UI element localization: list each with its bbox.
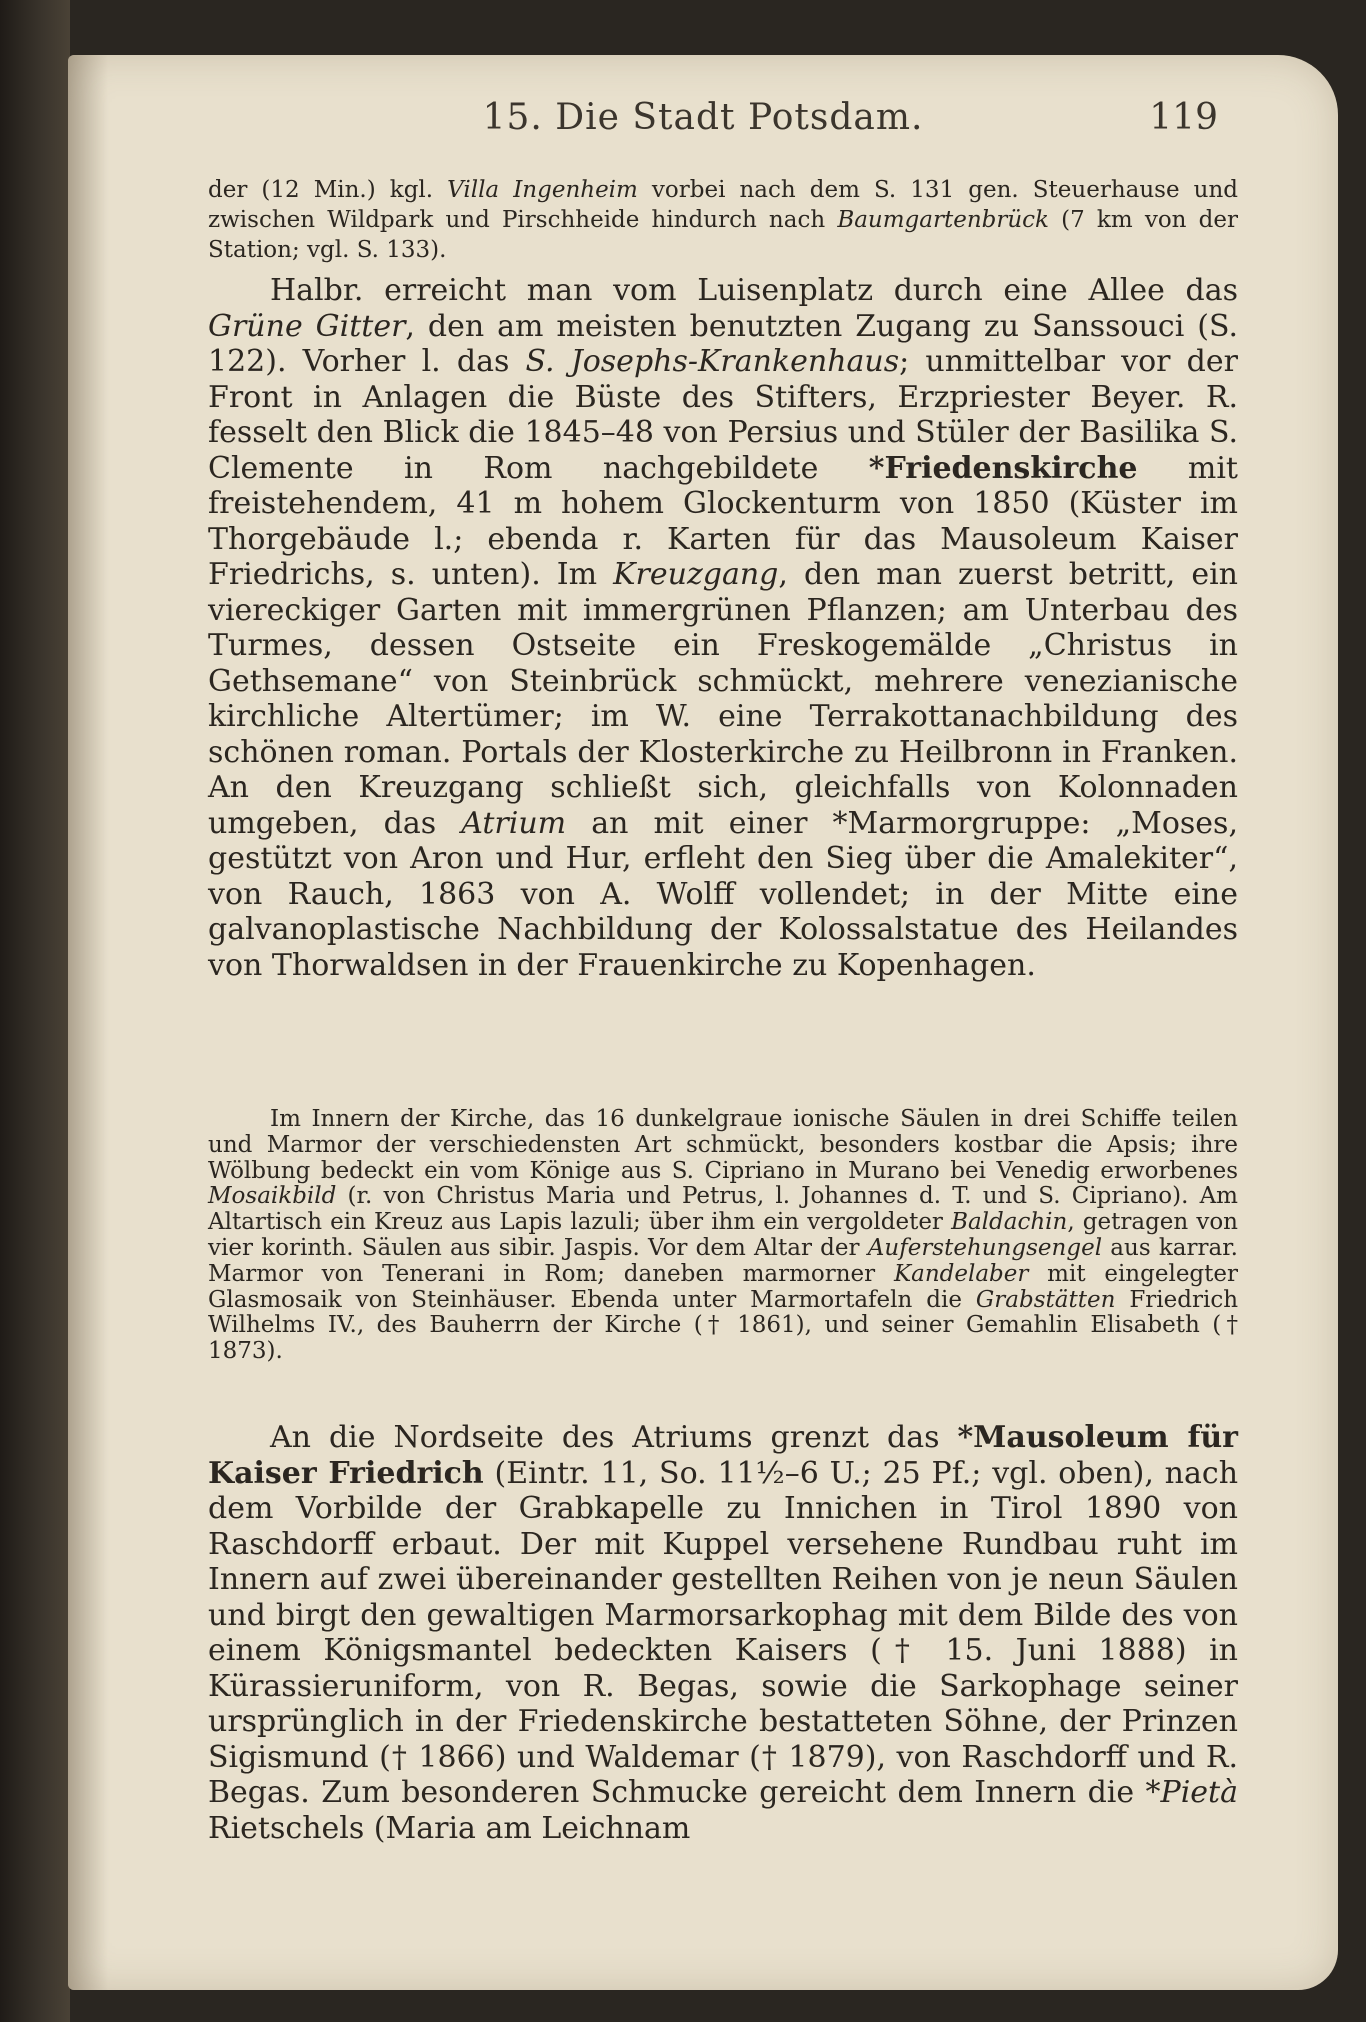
text-run: , den man zuerst betritt, ein viereckiger Garten mit immergrünen Pflanzen; am Unterbau des Turmes, dessen Ostseite ein Freskogemälde „Christus in Gethsemane“ von Steinbrück schmückt, mehrere venezianische kirchliche Altertümer; im W. eine Terrakottanachbildung des schönen roman. Portals der Klosterkirche zu Heilbronn in Franken. An den Kreuzgang schließt sich, gleichfalls von Kolonnaden umgeben, das bbox=[208, 557, 1238, 841]
text-run: , getragen von vier korinth. Säulen aus sibir. Jaspis. Vor dem Altar der bbox=[208, 1209, 1238, 1261]
italic-term: Kreuzgang bbox=[613, 557, 779, 592]
italic-term: Auferstehungsengel bbox=[867, 1234, 1103, 1261]
route-paragraph bbox=[208, 175, 1238, 265]
friedenskirche-section bbox=[208, 273, 1238, 983]
italic-term: *Pietà bbox=[1145, 1775, 1238, 1810]
text-run: ; unmittelbar vor der Front in Anlagen die Büste des Stifters, Erzpriester Beyer. R. fesselt den Blick die 1845–48 von Persius und Stüler der Basilika S. Clemente in Rom nachgebildete bbox=[208, 344, 1238, 486]
bold-term: *Friedenskirche bbox=[868, 450, 1138, 486]
text-run: Rietschels (Maria am Leichnam bbox=[208, 1810, 691, 1846]
text-run: an mit einer *Marmorgruppe: „Moses, gestützt von Aron und Hur, erfleht den Sieg über die Amalekiter“, von Rauch, 1863 von A. Wolff vollendet; in der Mitte eine galvanoplastische Nachbildung der Kolossalstatue des Heilandes von Thorwaldsen in der Frauenkirche zu Kopenhagen. bbox=[208, 805, 1238, 983]
text-run: (r. von Christus Maria und Petrus, l. Johannes d. T. und S. Cipriano). Am Altartisch ein Kreuz aus Lapis lazuli; über ihm ein vergoldeter bbox=[208, 1183, 1238, 1236]
text-run: vorbei nach dem S. 131 gen. Steuerhause und zwischen Wildpark und Pirschheide hindurch nach bbox=[208, 177, 1238, 233]
italic-term: Villa Ingenheim bbox=[447, 177, 638, 203]
mausoleum-section bbox=[208, 1420, 1238, 1846]
text-run: Halbr. erreicht man vom Luisenplatz durch eine Allee das bbox=[270, 273, 1238, 308]
text-run: aus karrar. Marmor von Tenerani in Rom; daneben marmorner bbox=[208, 1234, 1238, 1287]
friedenskirche-paragraph bbox=[208, 273, 1238, 983]
text-run: Im Innern der Kirche, das 16 dunkelgraue ionische Säulen in drei Schiffe teilen und Marmor der verschiedensten Art schmückt, besonders kostbar die Apsis; ihre Wölbung bedeckt ein vom Könige aus S. Cipriano in Murano bei Venedig erworbenes bbox=[208, 1106, 1238, 1184]
text-run: mit eingelegter Glasmosaik von Steinhäuser. Ebenda unter Marmortafeln die bbox=[208, 1260, 1238, 1313]
book-spine bbox=[0, 0, 70, 2022]
interior-paragraph bbox=[208, 1107, 1238, 1365]
text-run: Friedrich Wilhelms IV., des Bauherrn der Kirche († 1861), und seiner Gemahlin Elisabeth († 1873). bbox=[208, 1286, 1239, 1365]
italic-term: S. Josephs-Krankenhaus bbox=[525, 344, 900, 379]
page-header bbox=[68, 97, 1338, 157]
italic-term: Grüne Gitter bbox=[208, 308, 406, 344]
italic-term: Grabstätten bbox=[975, 1286, 1116, 1313]
italic-term: Kandelaber bbox=[893, 1260, 1029, 1287]
italic-term: Baldachin bbox=[951, 1209, 1068, 1236]
interior-note bbox=[208, 1107, 1238, 1365]
text-run: mit freistehendem, 41 m hohem Glockenturm von 1850 (Küster im Thorgebäude l.; ebenda r. Karten für das Mausoleum Kaiser Friedrichs, s. unten). Im bbox=[208, 450, 1238, 592]
page-number: 119 bbox=[1149, 97, 1218, 138]
italic-term: Mosaikbild bbox=[208, 1183, 337, 1210]
text-run: der (12 Min.) kgl. bbox=[208, 177, 448, 203]
text-run: , den am meisten benutzten Zugang zu Sanssouci (S. 122). Vorher l. das bbox=[208, 308, 1238, 379]
mausoleum-paragraph bbox=[208, 1420, 1238, 1846]
italic-term: Atrium bbox=[461, 805, 567, 841]
book-page bbox=[68, 55, 1338, 1990]
text-run: (Eintr. 11, So. 11½–6 U.; 25 Pf.; vgl. oben), nach dem Vorbilde der Grabkapelle zu Innichen in Tirol 1890 von Raschdorff erbaut. Der mit Kuppel versehene Rundbau ruht im Innern auf zwei übereinander gestellten Reihen von je neun Säulen und birgt den gewaltigen Marmorsarkophag mit dem Bilde des von einem Königsmantel bedeckten Kaisers († 15. Juni 1888) in Kürassieruniform, von R. Begas, sowie die Sarkophage seiner ursprünglich in der Friedenskirche bestatteten Söhne, der Prinzen Sigismund († 1866) und Waldemar († 1879), von Raschdorff und R. Begas. Zum besonderen Schmucke gereicht dem Innern die bbox=[208, 1455, 1239, 1810]
italic-term: Baumgartenbrück bbox=[837, 207, 1049, 233]
route-note bbox=[208, 175, 1238, 265]
running-title: 15. Die Stadt Potsdam. bbox=[482, 97, 924, 138]
text-run: (7 km von der Station; vgl. S. 133). bbox=[208, 207, 1238, 263]
text-run: An die Nordseite des Atriums grenzt das bbox=[270, 1420, 958, 1455]
bold-term: *Mausoleum für Kaiser Friedrich bbox=[208, 1420, 1238, 1491]
